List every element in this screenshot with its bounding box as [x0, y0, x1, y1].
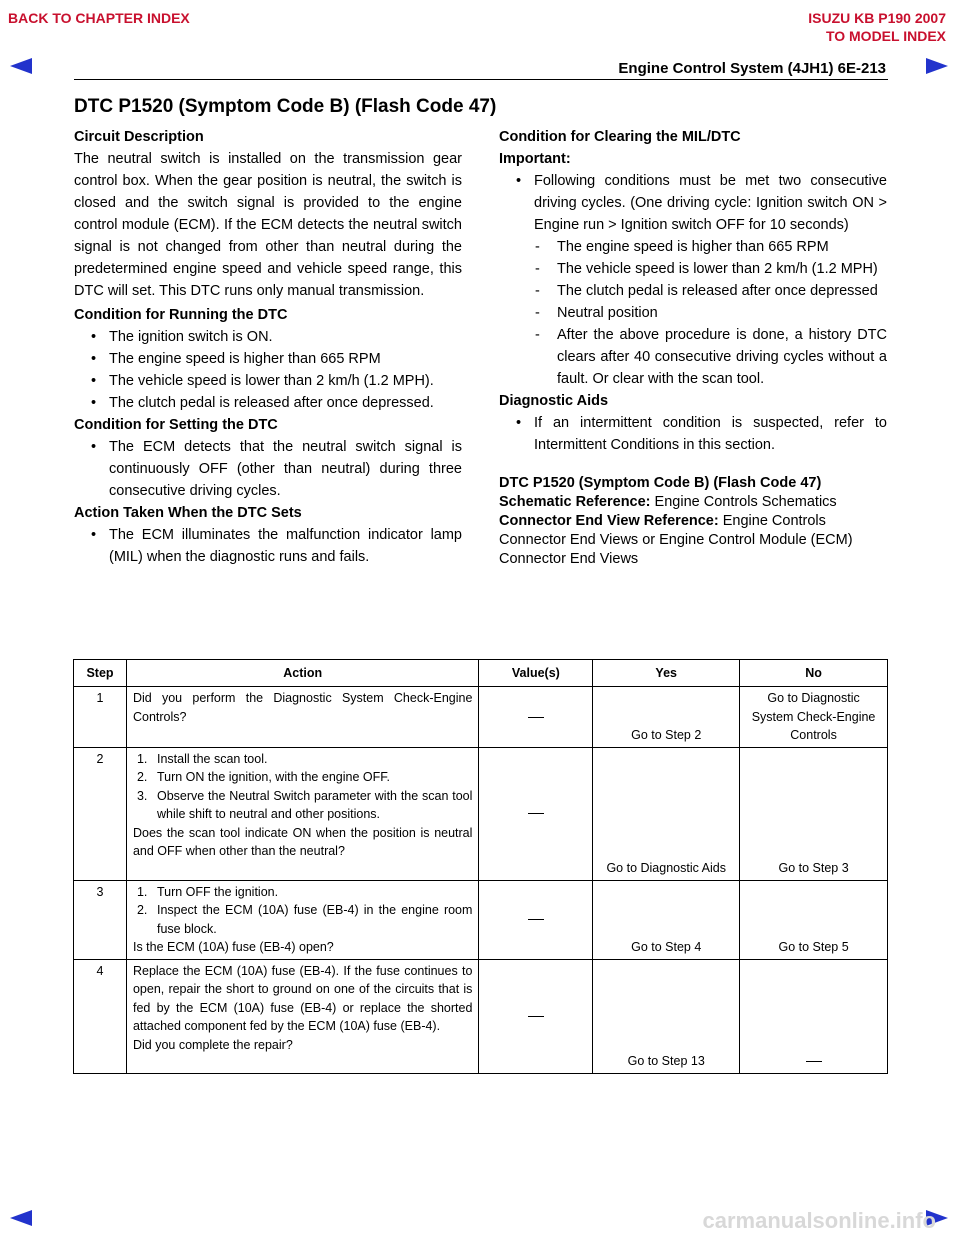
- step-number: 4: [74, 959, 127, 1073]
- list-item: • The engine speed is higher than 665 RPM: [74, 348, 462, 370]
- diagnostic-table: [73, 659, 888, 1074]
- action-item: Install the scan tool.: [156, 751, 268, 766]
- schematic-reference-link[interactable]: Engine Controls Schematics: [650, 494, 837, 510]
- action-question: Did you complete the repair?: [132, 1037, 293, 1052]
- schematic-reference-label: Schematic Reference:: [499, 494, 651, 510]
- setting-condition-heading: Condition for Setting the DTC: [74, 417, 278, 433]
- connector-reference-link[interactable]: Engine Controls Connector End Views or Engine Control Module (ECM) Connector End Views: [499, 513, 853, 567]
- empty-dash: [528, 717, 544, 718]
- list-item: • The ECM illuminates the malfunction indicator lamp (MIL) when the diagnostic runs and fails.: [74, 524, 462, 568]
- list-item: - The clutch pedal is released after once depressed: [499, 280, 887, 302]
- page-title: DTC P1520 (Symptom Code B) (Flash Code 47): [74, 96, 497, 117]
- action-taken-heading: Action Taken When the DTC Sets: [74, 505, 302, 521]
- yes-link[interactable]: Go to Step 4: [593, 880, 740, 959]
- action-item: Inspect the ECM (10A) fuse (EB-4) in the engine room fuse block.: [156, 903, 473, 936]
- no-link[interactable]: Go to Step 5: [740, 880, 888, 959]
- clearing-condition-heading: Condition for Clearing the MIL/DTC: [499, 129, 741, 145]
- table-header-row: [74, 660, 888, 687]
- action-question: Is the ECM (10A) fuse (EB-4) open?: [132, 940, 334, 954]
- header-step: Step: [74, 660, 127, 687]
- list-item: - The vehicle speed is lower than 2 km/h (1.2 MPH): [499, 258, 887, 280]
- yes-link[interactable]: Go to Step 2: [593, 687, 740, 748]
- left-column: [74, 126, 462, 568]
- running-condition-heading: Condition for Running the DTC: [74, 307, 288, 323]
- list-item: • The clutch pedal is released after once depressed.: [74, 392, 462, 414]
- clearing-sub-list: [499, 236, 887, 390]
- table-row: 2 1. Install the scan tool. 2. Turn ON the ignition, with the engine OFF. 3. Observe the Neutral Switch parameter with the scan tool while shift to neutral and other positions. Does the scan tool indicate ON when the position is neutral and OFF when other than the neutral? Go to Diagnostic Aids Go to Step 3: [74, 747, 888, 880]
- list-item: • The ignition switch is ON.: [74, 326, 462, 348]
- page-header-title: Engine Control System (4JH1) 6E-213: [618, 60, 886, 77]
- model-title-link[interactable]: ISUZU KB P190 2007: [808, 10, 946, 26]
- action-item: Turn ON the ignition, with the engine OFF.: [156, 770, 390, 784]
- action-question: Did you perform the Diagnostic System Check-Engine Controls?: [132, 691, 473, 724]
- diagnostic-aids-heading: Diagnostic Aids: [499, 393, 609, 409]
- empty-dash: [528, 1016, 544, 1017]
- table-row: 3 1. Turn OFF the ignition. 2. Inspect the ECM (10A) fuse (EB-4) in the engine room fuse block. Is the ECM (10A) fuse (EB-4) open? Go to Step 4 Go to Step 5: [74, 880, 888, 959]
- empty-dash: [528, 813, 544, 814]
- table-row: [74, 959, 888, 1073]
- right-column: [499, 126, 887, 569]
- header-rule: [74, 79, 888, 80]
- circuit-description-heading: Circuit Description: [74, 129, 204, 145]
- important-label: Important:: [499, 151, 571, 167]
- header-no: No: [740, 660, 888, 687]
- table-row: [74, 687, 888, 748]
- yes-link[interactable]: Go to Step 13: [593, 959, 740, 1073]
- step-number: 1: [74, 687, 127, 748]
- yes-link[interactable]: Go to Diagnostic Aids: [593, 747, 740, 880]
- list-item: • Following conditions must be met two consecutive driving cycles. (One driving cycle: Ignition switch ON > Engine run > Ignition switch OFF for 10 seconds): [499, 170, 887, 236]
- reference-title: DTC P1520 (Symptom Code B) (Flash Code 47): [499, 475, 822, 491]
- step-number: 2: [74, 747, 127, 880]
- list-item: • The vehicle speed is lower than 2 km/h (1.2 MPH).: [74, 370, 462, 392]
- action-question: Does the scan tool indicate ON when the position is neutral and OFF when other than the neutral?: [132, 825, 473, 858]
- list-item: - The engine speed is higher than 665 RPM: [499, 236, 887, 258]
- header-yes: Yes: [593, 660, 740, 687]
- to-model-index-link[interactable]: TO MODEL INDEX: [825, 28, 946, 44]
- empty-dash: [528, 919, 544, 920]
- header-values: Value(s): [479, 660, 593, 687]
- action-item: Observe the Neutral Switch parameter with the scan tool while shift to neutral and other positions.: [156, 788, 473, 821]
- back-to-chapter-index-link[interactable]: BACK TO CHAPTER INDEX: [8, 10, 190, 26]
- no-link[interactable]: Go to Step 3: [740, 747, 888, 880]
- step-number: 3: [74, 880, 127, 959]
- list-item: - After the above procedure is done, a history DTC clears after 40 consecutive driving cycles without a fault. Or clear with the scan tool.: [499, 324, 887, 390]
- no-link[interactable]: Go to Diagnostic System Check-Engine Controls: [740, 687, 888, 748]
- circuit-description-text: The neutral switch is installed on the transmission gear control box. When the gear position is neutral, the switch is closed and the switch signal is provided to the engine control module (ECM). If the ECM detects the neutral switch signal is not changed from other than neutral during the predetermined engine speed and vehicle speed range, this DTC will set. This DTC runs only manual transmission.: [74, 151, 462, 299]
- watermark: carmanualsonline.info: [702, 1208, 936, 1233]
- action-item: Turn OFF the ignition.: [156, 884, 279, 899]
- header-action: Action: [126, 660, 478, 687]
- list-item: • If an intermittent condition is suspected, refer to Intermittent Conditions in this section.: [499, 412, 887, 456]
- next-page-arrow-icon[interactable]: [926, 58, 948, 74]
- running-condition-list: [74, 326, 462, 414]
- previous-page-arrow-icon[interactable]: [10, 1210, 32, 1226]
- list-item: - Neutral position: [499, 302, 887, 324]
- action-text: Replace the ECM (10A) fuse (EB-4). If the fuse continues to open, repair the short to ground on one of the circuits that is fed by the ECM (10A) fuse (EB-4) or replace the shorted attached component fed by the ECM (10A) fuse (EB-4).: [132, 963, 473, 1033]
- connector-reference-label: Connector End View Reference:: [499, 513, 719, 529]
- empty-dash: [806, 1061, 822, 1062]
- list-item: • The ECM detects that the neutral switch signal is continuously OFF (other than neutral) during three consecutive driving cycles.: [74, 436, 462, 502]
- previous-page-arrow-icon[interactable]: [10, 58, 32, 74]
